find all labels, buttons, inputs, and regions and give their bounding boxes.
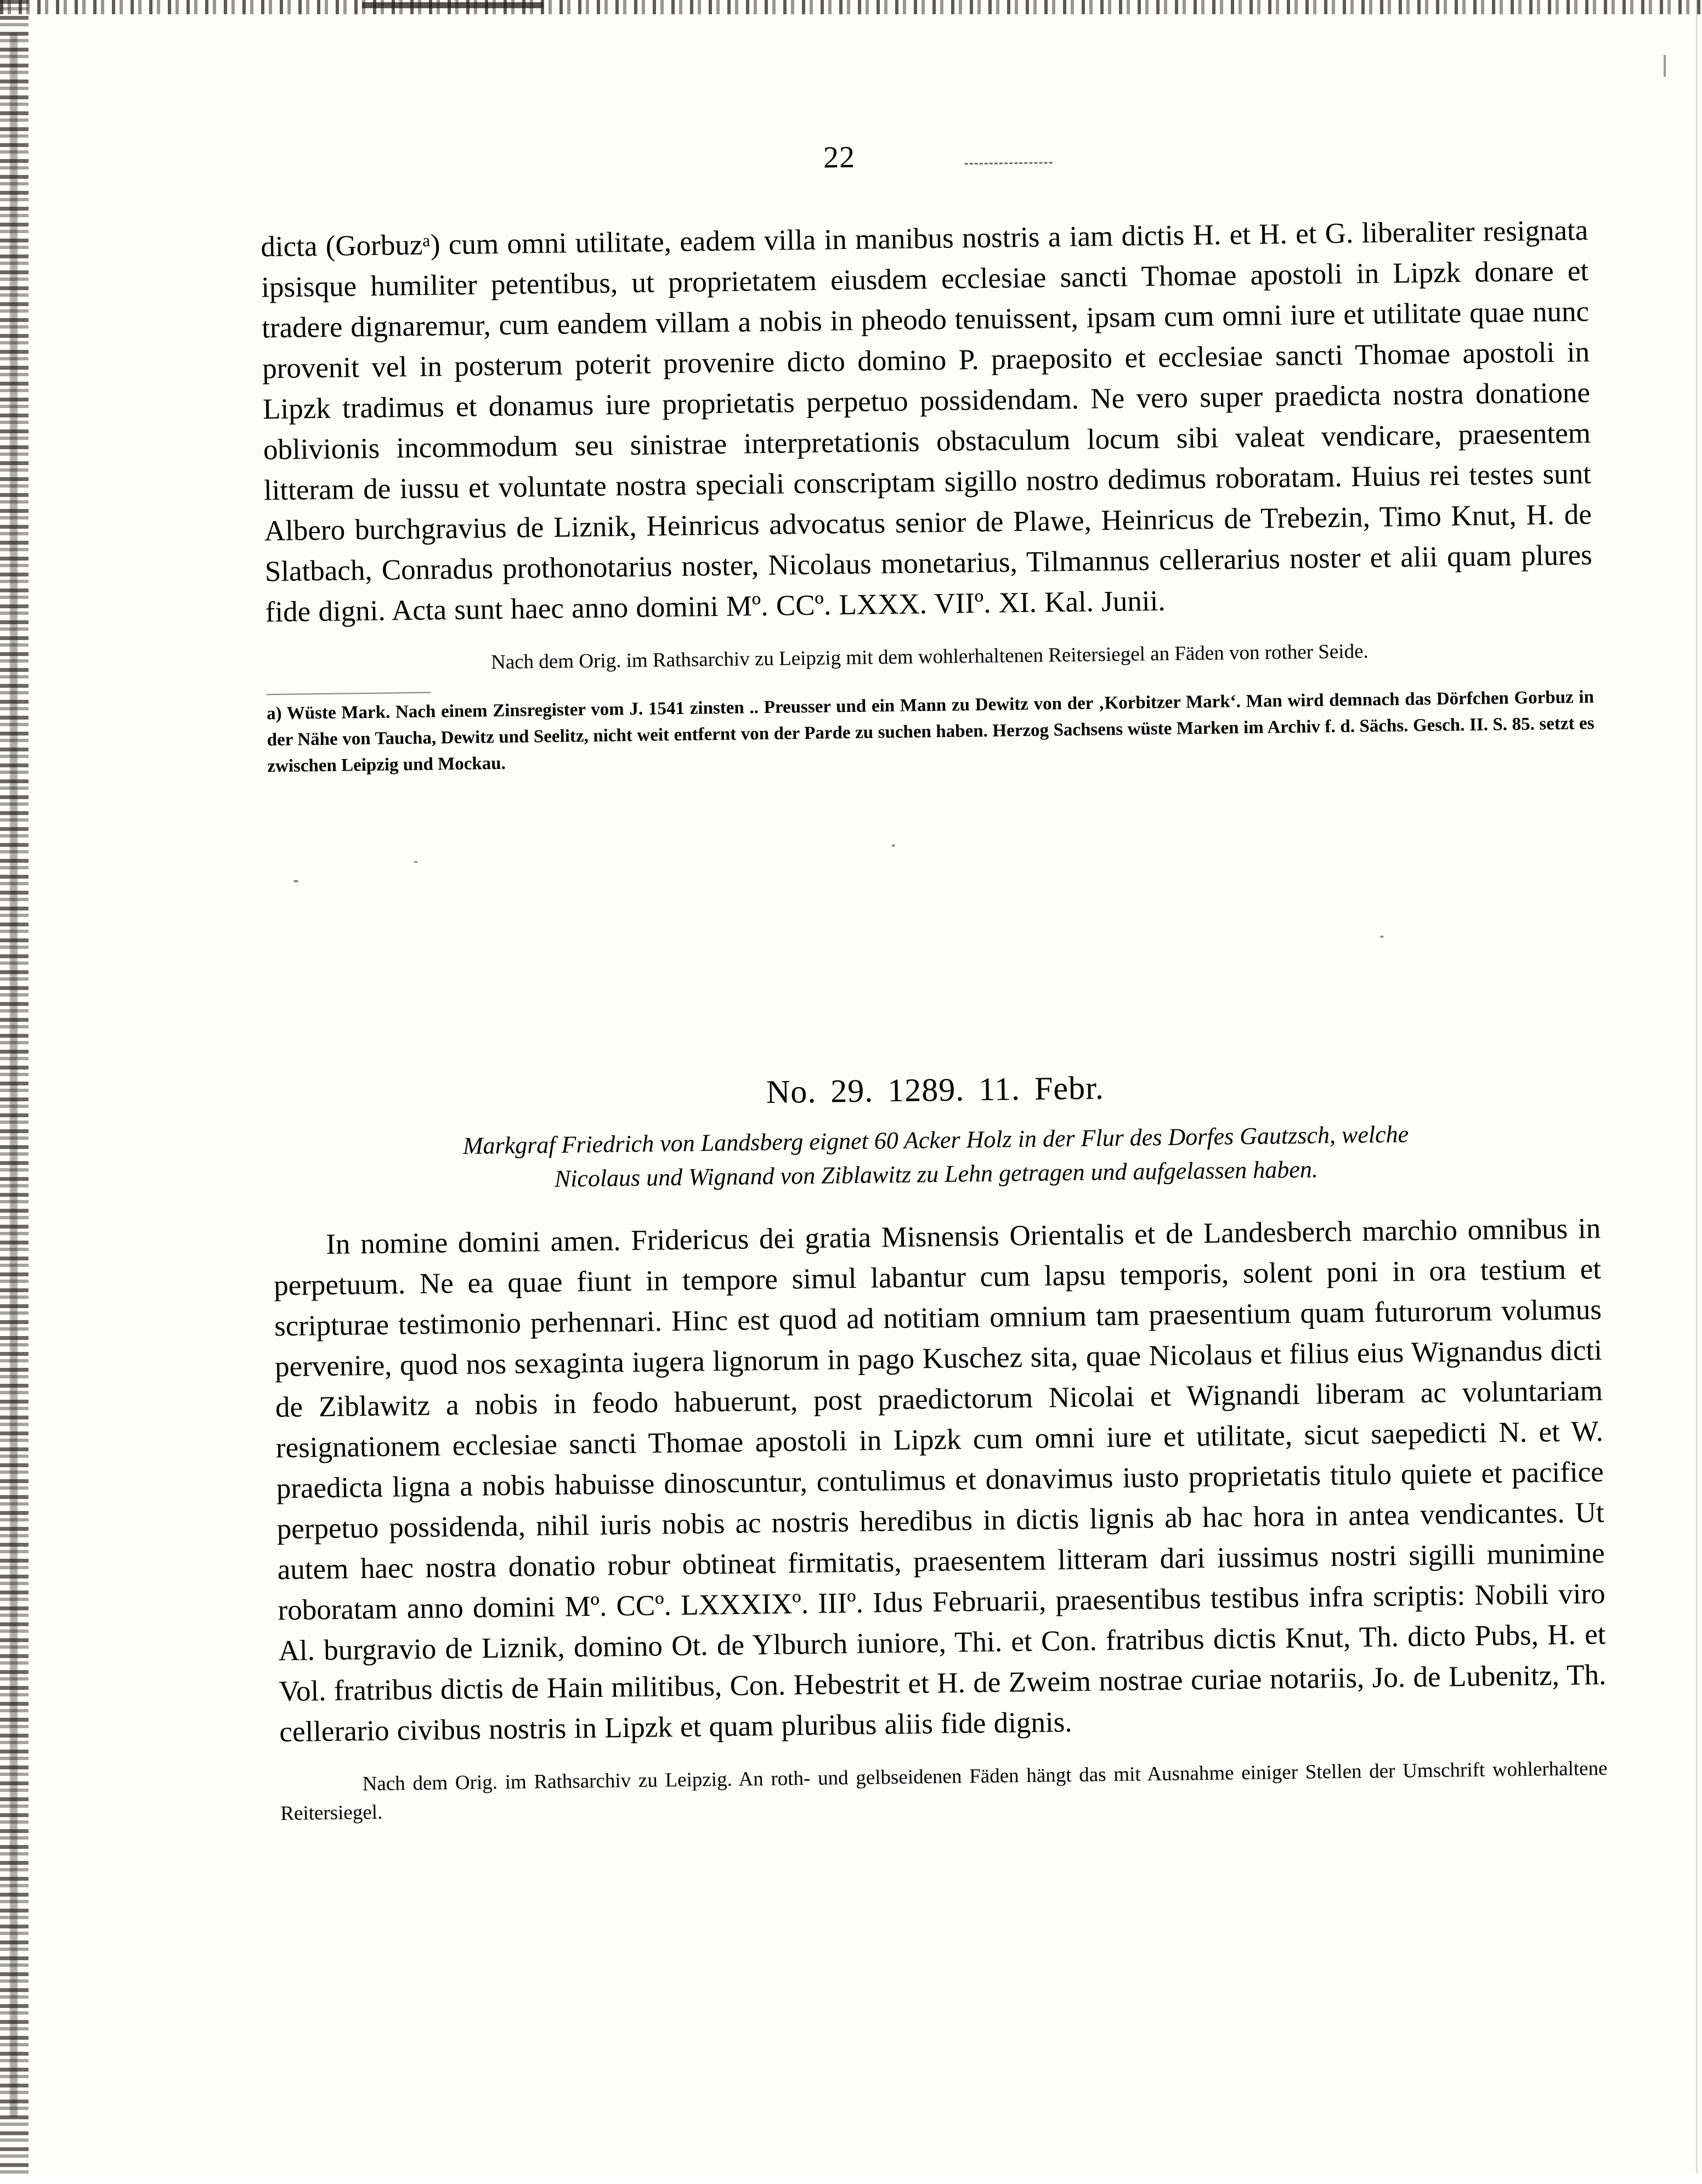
charter-28-footnote-a: a) Wüste Mark. Nach einem Zinsregister vom J. 1541 zinsten .. Preusser und ein Mann zu Dewitz von der ‚Korbitzer Mark‘. Man wird demnach das Dörfchen Gorbuz in der Nähe von Taucha, Dewitz und Seelitz, nicht weit entfernt von der Parde zu suchen haben. Herzog Sachsens wüste Marken im Archiv f. d. Sächs. Gesch. II. S. 85. setzt es zwischen Leipzig und Mockau. [266, 687, 1594, 777]
charter-29-body-run: In nomine domini amen. Fridericus dei gratia Misnensis Orientalis et de Landesberch marchio omnibus in perpetuum. Ne ea quae fiunt in tempore simul labantur cum lapsu temporis, solent poni in ora testium et scripturae testimonio perhennari. Hinc est quod ad notitiam omnium tam praesentium quam futurorum volumus pervenire, quod nos sexaginta iugera lignorum in pago Kuschez sita, quae Nicolaus et filius eius Wignandus dicti de Ziblawitz a nobis in feodo habuerunt, post praedictorum Nicolai et Wignandi liberam ac voluntariam resignationem ecclesiae sancti Thomae apostoli in Lipzk cum omni iure et utilitate, sicut saepedicti N. et W. praedicta ligna a nobis habuisse dinoscuntur, contulimus et donavimus iusto proprietatis titulo quiete et pacifice perpetuo possidenda, nihil iuris nobis ac nostris heredibus in dictis lignis ab hac hora in antea vendicantes. Ut autem haec nostra donatio robur obtineat firmitatis, praesentem litteram dari iussimus nostri sigilli munimine roboratam anno domini Mº. CCº. LXXXIXº. IIIº. Idus Februarii, praesentibus testibus infra scriptis: Nobili viro Al. burgravio de Liznik, domino Ot. de Ylburch iuniore, Thi. et Con. fratribus dictis Knut, Th. dicto Pubs, H. et Vol. fratribus dictis de Hain militibus, Con. Hebestrit et H. de Zweim nostrae curiae notariis, Jo. de Lubenitz, Th. cellerario civibus nostris in Lipzk et quam pluribus aliis fide dignis. [273, 1212, 1607, 1749]
scan-speck [293, 880, 298, 882]
charter-29-provenance-note: Nach dem Orig. im Rathsarchiv zu Leipzig. An roth- und gelbseidenen Fäden hängt das mit Ausnahme einiger Stellen der Umschrift wohlerhaltene Reitersiegel. [280, 1757, 1608, 1825]
charter-29-body-text [273, 1208, 1607, 1752]
charter-28-continuation [261, 210, 1594, 779]
scan-speck [892, 844, 895, 847]
charter-29 [272, 1063, 1608, 1828]
footnote-separator-rule [267, 692, 431, 695]
charter-28-body-text: dicta (Gorbuzᵃ) cum omni utilitate, eadem villa in manibus nostris a iam dictis H. et H. et G. liberaliter resignata ipsisque humiliter petentibus, ut proprietatem eiusdem ecclesiae sancti Thomae apostoli in Lipzk donare et tradere dignaremur, cum eandem villam a nobis in pheodo tenuissent, ipsam cum omni iure et utilitate quae nunc provenit vel in posterum poterit provenire dicto domino P. praeposito et ecclesiae sancti Thomae apostoli in Lipzk tradimus et donamus iure proprietatis perpetuo possidendam. Ne vero super praedicta nostra donatione oblivionis incommodum seu sinistrae interpretationis obstaculum locum sibi valeat vendicare, praesentem litteram de iussu et voluntate nostra speciali conscriptam sigillo nostro dedimus roboratam. Huius rei testes sunt Albero burchgravius de Liznik, Heinricus advocatus senior de Plawe, Heinricus de Trebezin, Timo Knut, H. de Slatbach, Conradus prothonotarius noster, Nicolaus monetarius, Tilmannus cellerarius noster et alii quam plures fide digni. Acta sunt haec anno domini Mº. CCº. LXXX. VIIº. XI. Kal. Junii. [261, 214, 1593, 629]
charter-29-heading: No. 29. 1289. 11. Febr. [766, 1070, 1105, 1110]
charter-29-regest-line-1: Markgraf Friedrich von Landsberg eignet 60 Acker Holz in der Flur des Dorfes Gautzsch, welche [462, 1121, 1409, 1159]
page-number: 22 [823, 140, 856, 175]
charter-29-regest-line-2: Nicolaus und Wignand von Ziblawitz zu Lehn getragen und aufgelassen haben. [554, 1156, 1319, 1192]
charter-29-regest [272, 1115, 1600, 1199]
charter-28-provenance-note: Nach dem Orig. im Rathsarchiv zu Leipzig mit dem wohlerhaltenen Reitersiegel an Fäden von rother Seide. [490, 640, 1369, 674]
scan-speck [1380, 936, 1383, 938]
scan-speck [414, 861, 418, 863]
